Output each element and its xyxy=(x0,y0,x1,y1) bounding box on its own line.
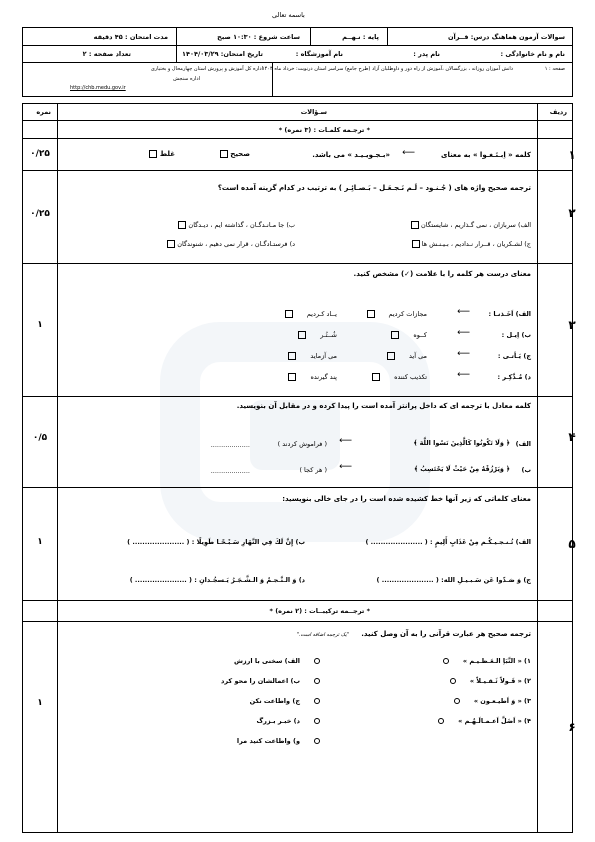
q6-note: "یک ترجمه اضافه است." xyxy=(296,632,349,638)
q3-option-label: یــاد کـردیم xyxy=(306,310,337,318)
q3-option-checkbox[interactable] xyxy=(391,331,399,339)
q3-option-label: پند گیرنده xyxy=(310,373,337,381)
q2-score: ۰/۲۵ xyxy=(30,209,50,219)
q1-text: کلمه « اِبـتَـغـوا » به معنای xyxy=(441,151,531,159)
q3-word: ج) یَـأتـی : xyxy=(497,352,531,360)
q3-option[interactable] xyxy=(288,352,337,360)
q1-true-label: صحیح xyxy=(230,150,250,158)
col-score-header: نمره xyxy=(36,108,51,116)
q6-phrase-dot[interactable] xyxy=(454,698,460,704)
arrow-icon: ⟵ xyxy=(457,307,470,317)
q2-option-b[interactable] xyxy=(178,221,295,229)
q6-translation-dot[interactable] xyxy=(314,718,320,724)
q1-false-option[interactable] xyxy=(149,150,175,158)
q2-option-a-label: الف) سربازان ، نمی گـذاریم ، شایستگان xyxy=(421,221,531,229)
q3-number: ۳ xyxy=(568,318,576,332)
q5-d[interactable]: د) وَ الـنَّـجـمُ وَ الـشَّـجَـرُ یَـسجُـدانِ : ( ..................... ) xyxy=(129,576,305,584)
q5-a[interactable]: الف) تُـنـجـیـکُـم مِنْ عَذَابٍ أَلِيمٍ : ( ..................... ) xyxy=(365,538,531,546)
q6-translation xyxy=(221,677,320,685)
father-label: نام پدر : xyxy=(413,50,440,58)
q3-option-label: می آید xyxy=(409,352,427,360)
arrow-icon: ⟵ xyxy=(339,462,352,472)
q4-b-label: ب) xyxy=(521,466,531,474)
website-link[interactable]: http://chb.medu.gov.ir xyxy=(70,85,126,91)
page-number: صفحه : ۱ xyxy=(544,66,565,72)
q5-number: ۵ xyxy=(568,537,576,551)
name-label: نام و نام خانوادگی : xyxy=(500,50,565,58)
q5-score: ۱ xyxy=(37,537,43,547)
q2-option-d-label: د) فرستـادگـان ، قرار نمی دهیم ، شنوندگان xyxy=(177,240,295,248)
q2-option-d-checkbox[interactable] xyxy=(167,240,175,248)
q6-translation-dot[interactable] xyxy=(314,658,320,664)
q3-word: ب) اِیـل : xyxy=(501,331,531,339)
q6-translation xyxy=(234,657,320,665)
q2-option-a-checkbox[interactable] xyxy=(411,221,419,229)
col-questions-header: سـؤالات xyxy=(300,108,327,116)
q3-option[interactable] xyxy=(372,373,427,381)
q3-option-checkbox[interactable] xyxy=(298,331,306,339)
q6-translation xyxy=(237,737,320,745)
q3-option-label: مجازات کردیم xyxy=(388,310,427,318)
q6-phrase-text: ۳) « وَ اَطیـعـون » xyxy=(473,697,531,705)
org-line1: اداره کل آموزش و پرورش استان چهارمحال و بختیاری xyxy=(150,66,263,72)
col-row-header: ردیف xyxy=(549,108,567,116)
q3-option-label: تکذیب کننده xyxy=(394,373,427,381)
q1-number: ۱ xyxy=(568,148,576,162)
q3-option[interactable] xyxy=(298,331,337,339)
q1-true-checkbox[interactable] xyxy=(220,150,228,158)
q3-option-checkbox[interactable] xyxy=(372,373,380,381)
q2-option-b-checkbox[interactable] xyxy=(178,221,186,229)
q4-text: کلمه معادل با ترجمه ای که داخل پرانتز آمده است را پیدا کرده و در مقابل آن بنویسید. xyxy=(236,402,531,410)
q6-phrase xyxy=(443,657,531,665)
q1-false-label: غلط xyxy=(159,150,175,158)
q2-option-c-checkbox[interactable] xyxy=(412,240,420,248)
q5-c[interactable]: ج) وَ صَـدّوا عَن سَـبـیـلِ الله: ( ..................... ) xyxy=(376,576,531,584)
q6-phrase xyxy=(450,677,531,685)
arrow-icon: ⟵ xyxy=(457,370,470,380)
section-compounds: * ترجــمه ترکیبــات : (۲ نمره) * xyxy=(269,607,370,615)
q2-number: ۲ xyxy=(568,206,576,220)
q3-option[interactable] xyxy=(288,373,337,381)
q3-option[interactable] xyxy=(387,352,427,360)
q3-score: ۱ xyxy=(37,320,43,330)
q5-text: معنای کلماتی که زیر آنها خط کشیده شده است را در جای خالی بنویسید: xyxy=(282,495,531,503)
q6-phrase-text: ۱) « النَّبَاِ الـعَـظـیـم » xyxy=(462,657,531,665)
q4-b-verse: ﴿ وَيَرْزُقْهُ مِنْ حَيْثُ لَا يَحْتَسِبُ ﴾ xyxy=(414,465,510,473)
q1-score: ۰/۲۵ xyxy=(30,149,50,159)
q6-translation xyxy=(250,697,320,705)
q3-option[interactable] xyxy=(367,310,428,318)
students-note: دانش آموزان روزانه ، بزرگسالان ،آموزش از راه دور و داوطلبان آزاد (طرح جامع) سراسر استان درنوبت: خرداد ماه ۱۴۰۴ xyxy=(262,66,513,72)
q4-number: ۴ xyxy=(568,430,576,444)
q1-meaning: «بـجـویـیـد » می باشد. xyxy=(312,151,390,159)
exam-date: تاریخ امتحان: ۱۴۰۴/۰۳/۲۹ xyxy=(182,50,263,58)
q6-translation-text: ب) اعمالشان را محو کرد xyxy=(221,677,300,685)
q3-option-checkbox[interactable] xyxy=(288,352,296,360)
q3-word: د) مُـدَّکِـر : xyxy=(497,373,531,381)
q6-phrase xyxy=(438,717,531,725)
start-time: ساعت شروع : ۱۰:۳۰ صبح xyxy=(217,33,300,41)
q4-score: ۰/۵ xyxy=(32,433,48,443)
q6-translation-dot[interactable] xyxy=(314,698,320,704)
q3-option-label: شُــتُـر xyxy=(320,331,337,339)
q6-text: ترجمه صحیح هر عبارت قرآنی را به آن وصل کنید. xyxy=(361,630,531,638)
arrow-icon: ⟵ xyxy=(457,349,470,359)
q6-translation-text: ج) واطاعت نکن xyxy=(249,697,300,705)
q6-score: ۱ xyxy=(37,698,43,708)
q3-option-checkbox[interactable] xyxy=(285,310,293,318)
q6-translation-text: و) واطاعت کنید مرا xyxy=(236,737,300,745)
q4-a-hint: ( فراموش کردند ) xyxy=(277,440,327,448)
basmala: باسمه تعالی xyxy=(272,11,305,19)
q2-option-b-label: ب) جا مـانـدگـان ، گذاشته ایم ، دیـدگان xyxy=(188,221,295,229)
q6-translation-dot[interactable] xyxy=(314,678,320,684)
q3-option-label: کــوه xyxy=(413,331,427,339)
q6-translation-text: د) خبـر بـزرگ xyxy=(256,717,300,725)
org-line2: اداره سنجش xyxy=(173,76,200,82)
page-count: تعداد صفحه : ۲ xyxy=(82,50,131,58)
q3-option[interactable] xyxy=(285,310,337,318)
q1-true-option[interactable] xyxy=(220,150,250,158)
duration: مدت امتحان : ۴۵ دقیقه xyxy=(93,33,168,41)
q2-option-a[interactable] xyxy=(411,221,531,229)
q1-false-checkbox[interactable] xyxy=(149,150,157,158)
exam-title: سوالات آزمون هماهنگ درس: قــرآن xyxy=(447,33,565,41)
q6-phrase-dot[interactable] xyxy=(443,658,449,664)
q2-option-d[interactable] xyxy=(167,240,295,248)
q6-phrase-dot[interactable] xyxy=(450,678,456,684)
q6-phrase-text: ۴) « اَضَلَّ اَعـمـالَـهُـم » xyxy=(458,717,531,725)
arrow-icon: ⟵ xyxy=(457,328,470,338)
q3-option-checkbox[interactable] xyxy=(367,310,375,318)
grade: پایه : نـهــم xyxy=(342,33,379,41)
q6-phrase-text: ۲) « قَـولاً ثَـقـیـلاً » xyxy=(469,677,531,685)
q6-phrase-dot[interactable] xyxy=(438,718,444,724)
q4-b-answer[interactable]: ................... xyxy=(210,467,250,475)
q3-option-checkbox[interactable] xyxy=(288,373,296,381)
q6-translation-dot[interactable] xyxy=(314,738,320,744)
q3-option-checkbox[interactable] xyxy=(387,352,395,360)
q3-option[interactable] xyxy=(391,331,427,339)
q4-a-label: الف) xyxy=(515,440,531,448)
q2-option-c[interactable] xyxy=(412,240,531,248)
section-vocab: * ترجـمه کلمـات : (۳ نمره) * xyxy=(278,126,370,134)
q2-option-c-label: ج) لشـکریان ، قــرار نـدادیم ، بـیـنـش ها xyxy=(421,240,531,248)
arrow-icon: ⟵ xyxy=(402,148,415,158)
q4-a-verse: ﴿ وَلَا تَكُونُوا كَالَّذِينَ نَسُوا اللَّهَ ﴾ xyxy=(413,439,510,447)
q3-word: الف) اَخَـذنـا : xyxy=(488,310,531,318)
school-label: نام آموزشگاه : xyxy=(295,50,343,58)
arrow-icon: ⟵ xyxy=(339,436,352,446)
q6-number: ۶ xyxy=(568,720,576,734)
q6-translation xyxy=(256,717,320,725)
q6-phrase xyxy=(454,697,531,705)
q4-a-answer[interactable]: ................... xyxy=(210,441,250,449)
q3-text: معنای درست هر کلمه را با علامت (✓) مشخص کنید. xyxy=(353,270,531,278)
q4-b-hint: ( هر کجا ) xyxy=(299,466,327,474)
q2-text: ترجمه صحیح واژه های ( جُـنـود – لَـم نَـجـعَـل – بَـصـائِـر ) به ترتیب در کدام گزینه آمده است؟ xyxy=(217,184,531,192)
q5-b[interactable]: ب) إِنَّ لَكَ فِي النَّهَارِ سَـبْـحًـا طَوِيلًا : ( ..................... ) xyxy=(127,538,305,546)
q6-translation-text: الف) سخنی با ارزش xyxy=(233,657,300,665)
q3-option-label: می آزماید xyxy=(310,352,337,360)
